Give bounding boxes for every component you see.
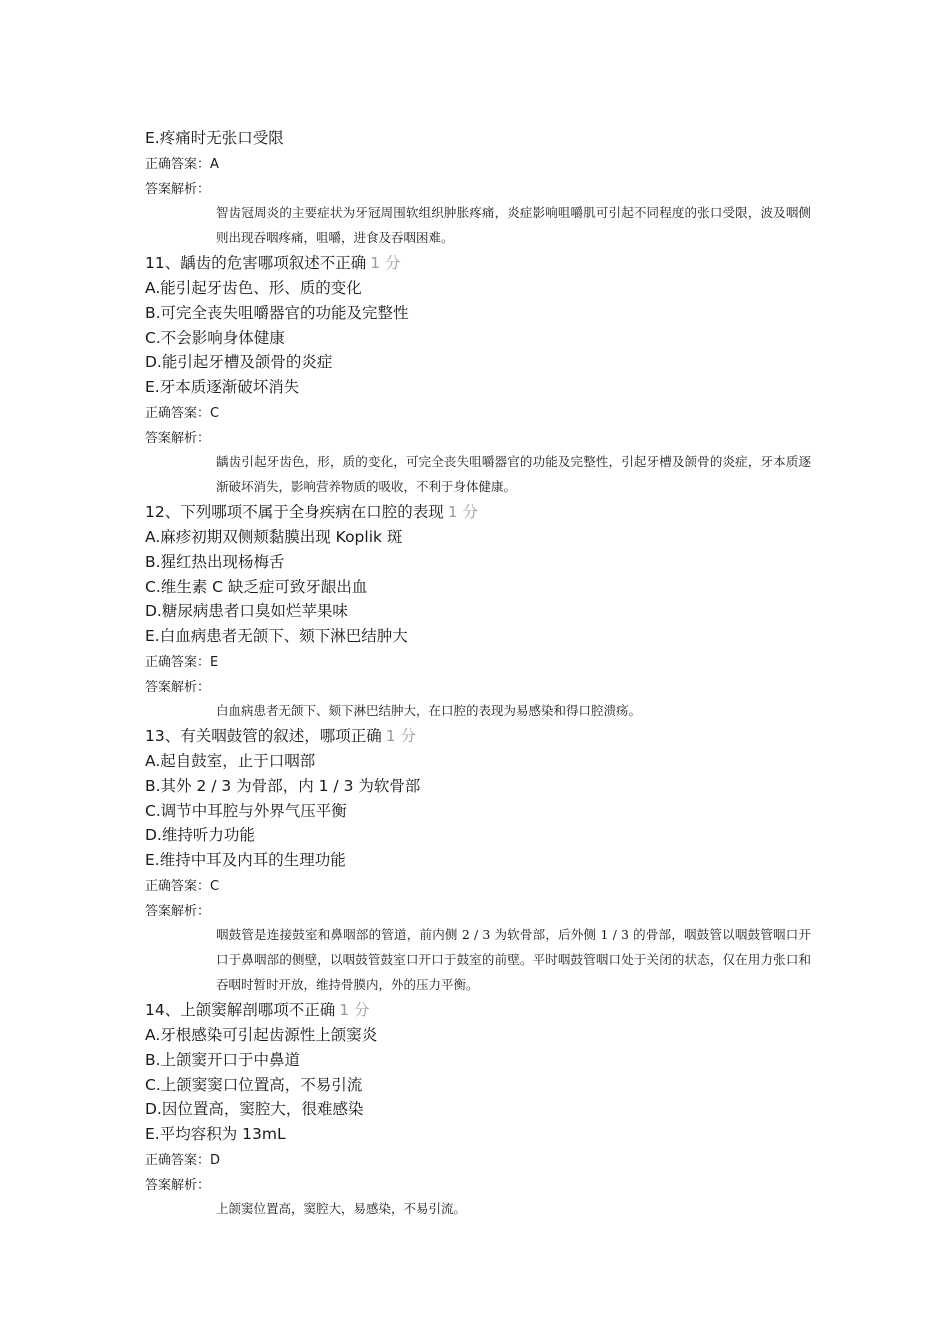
analysis-label: 答案解析： <box>145 680 211 695</box>
question-title: 11、龋齿的危害哪项叙述不正确 1 分 <box>145 254 401 272</box>
option-d: D.能引起牙槽及颌骨的炎症 <box>145 353 333 371</box>
option-e: E.平均容积为 13mL <box>145 1125 286 1143</box>
correct-answer: 正确答案：E <box>145 655 219 670</box>
analysis-text: 智齿冠周炎的主要症状为牙冠周围软组织肿胀疼痛，炎症影响咀嚼肌可引起不同程度的张口受限，波及咽侧则出现吞咽疼痛，咀嚼，进食及吞咽困难。 <box>216 205 811 245</box>
option-d: D.糖尿病患者口臭如烂苹果味 <box>145 602 348 620</box>
option-c: C.不会影响身体健康 <box>145 329 285 347</box>
option-b: B.上颌窦开口于中鼻道 <box>145 1051 301 1069</box>
option-a: A.能引起牙齿色、形、质的变化 <box>145 279 362 297</box>
option-a: A.牙根感染可引起齿源性上颌窦炎 <box>145 1026 378 1044</box>
option-b: B.可完全丧失咀嚼器官的功能及完整性 <box>145 304 409 322</box>
analysis-label: 答案解析： <box>145 182 211 197</box>
analysis-label: 答案解析： <box>145 431 211 446</box>
question-score: 1 分 <box>447 503 479 521</box>
option-d: D.因位置高，窦腔大，很难感染 <box>145 1100 364 1118</box>
correct-answer: 正确答案：D <box>145 1153 221 1168</box>
question-title: 14、上颌窦解剖哪项不正确 1 分 <box>145 1001 370 1019</box>
question-title: 13、有关咽鼓管的叙述，哪项正确 1 分 <box>145 727 417 745</box>
analysis-label: 答案解析： <box>145 1178 211 1193</box>
question-score: 1 分 <box>370 254 401 272</box>
option-e: E.白血病患者无颌下、颏下淋巴结肿大 <box>145 627 408 645</box>
option-c: C.维生素 C 缺乏症可致牙龈出血 <box>145 578 368 596</box>
option-e: E.疼痛时无张口受限 <box>145 129 284 147</box>
option-c: C.调节中耳腔与外界气压平衡 <box>145 802 347 820</box>
option-d: D.维持听力功能 <box>145 826 255 844</box>
question-title: 12、下列哪项不属于全身疾病在口腔的表现 1 分 <box>145 503 479 521</box>
question-score: 1 分 <box>385 727 417 745</box>
option-e: E.维持中耳及内耳的生理功能 <box>145 851 346 869</box>
analysis-text: 龋齿引起牙齿色，形，质的变化，可完全丧失咀嚼器官的功能及完整性，引起牙槽及颌骨的炎症，牙本质逐渐破坏消失，影响营养物质的吸收，不利于身体健康。 <box>216 454 811 494</box>
correct-answer: 正确答案：C <box>145 879 220 894</box>
question-score: 1 分 <box>339 1001 370 1019</box>
analysis-text: 上颌窦位置高，窦腔大，易感染，不易引流。 <box>216 1201 467 1216</box>
option-a: A.麻疹初期双侧颊黏膜出现 Koplik 斑 <box>145 528 403 546</box>
analysis-text: 咽鼓管是连接鼓室和鼻咽部的管道，前内侧 2 / 3 为软骨部，后外侧 1 / 3 的骨部，咽鼓管以咽鼓管咽口开口于鼻咽部的侧壁，以咽鼓管鼓室口开口于鼓室的前壁。平时咽鼓管咽口处于关闭的状态，仅在用力张口和吞咽时暂时开放，维持骨膜内，外的压力平衡。 <box>216 927 811 992</box>
option-b: B.猩红热出现杨梅舌 <box>145 553 285 571</box>
correct-answer: 正确答案：A <box>145 157 219 172</box>
correct-answer: 正确答案：C <box>145 406 220 421</box>
analysis-text: 白血病患者无颌下、颏下淋巴结肿大，在口腔的表现为易感染和得口腔溃疡。 <box>216 703 642 718</box>
option-c: C.上颌窦窦口位置高，不易引流 <box>145 1076 363 1094</box>
analysis-label: 答案解析： <box>145 904 211 919</box>
option-a: A.起自鼓室，止于口咽部 <box>145 752 316 770</box>
option-e: E.牙本质逐渐破坏消失 <box>145 378 300 396</box>
option-b: B.其外 2 / 3 为骨部，内 1 / 3 为软骨部 <box>145 777 421 795</box>
